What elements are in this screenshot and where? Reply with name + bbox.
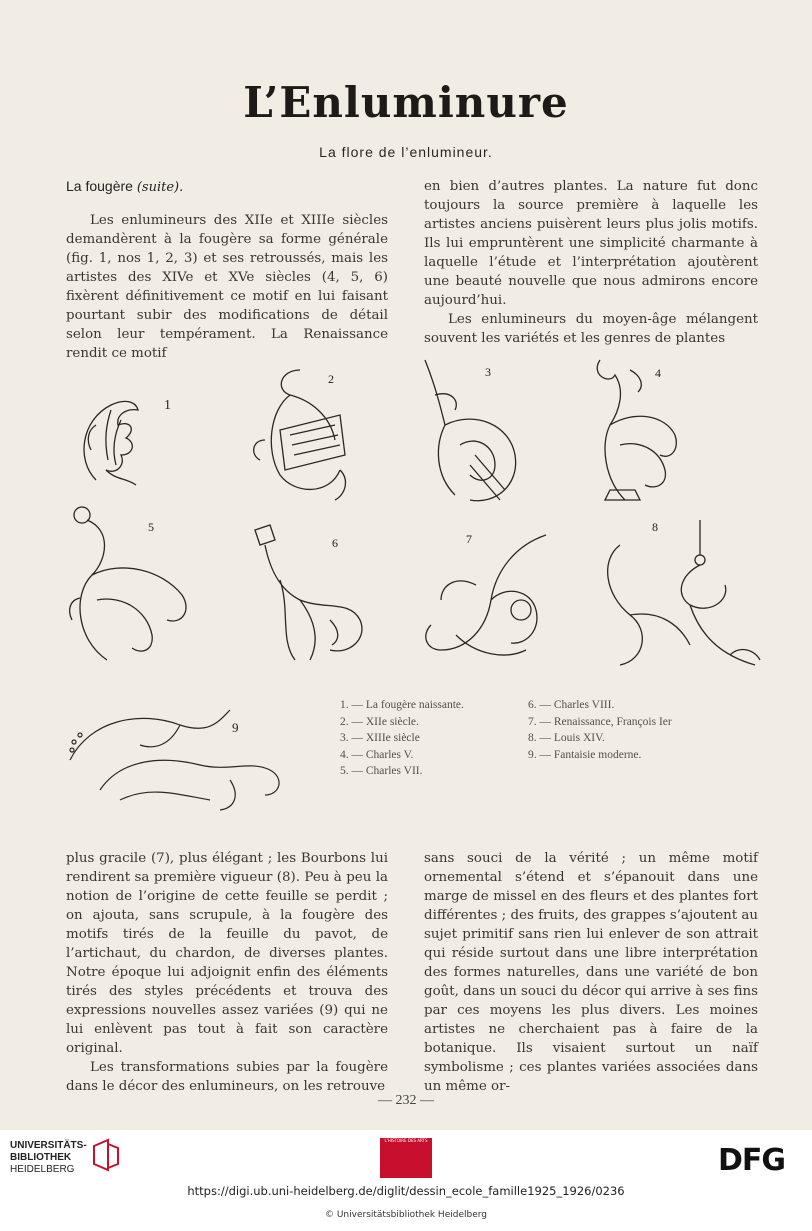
caption-item: 2. — XIIe siècle. <box>340 715 419 728</box>
figure-number-9: 9 <box>232 720 239 735</box>
paragraph: plus gracile (7), plus élégant ; les Bourbons lui rendirent sa première vigueur (8). Peu à peu la notion de l’origine de cette feuille se perdit ; on ajouta, sans scrupule, à la fougère des motifs tirés de la feuille du pavot, de l’artichaut, du chardon, de diverses plantes. Notre époque lui adjoignit enfin des éléments tirés des styles précédents et trouva des expressions nouvelles assez variées (9) qui ne lui enlèvent pas tout à fait son caractère original. <box>66 851 388 1056</box>
library-name-line1: UNIVERSITÄTS- <box>10 1140 87 1151</box>
figure-number-2: 2 <box>328 372 334 386</box>
caption-item: 6. — Charles VIII. <box>528 699 615 711</box>
caption-item: 7. — Renaissance, François Ier <box>528 715 672 728</box>
fern-figure-5 <box>62 500 202 670</box>
figure-number-3: 3 <box>485 365 491 379</box>
page-title: L’Enluminure <box>243 78 569 127</box>
figure-number-1: 1 <box>164 398 171 413</box>
figure-captions-right <box>528 697 672 763</box>
right-column-top <box>424 177 758 348</box>
page-number: — 232 — <box>378 1093 434 1108</box>
figure-number-4: 4 <box>655 366 661 380</box>
paragraph: en bien d’autres plantes. La nature fut donc toujours la source première à laquelle les artistes anciens puisèrent leurs plus jolis motifs. Ils lui empruntèrent une simplicité charmante à laquelle l’étude et l’interprétation ajoutèrent une beauté nouvelle que nous admirons encore aujourd’hui. <box>424 179 758 308</box>
library-logo[interactable] <box>10 1140 87 1176</box>
fern-figure-4 <box>580 350 700 510</box>
copyright-notice: © Universitätsbibliothek Heidelberg <box>324 1210 487 1220</box>
paragraph: Les enlumineurs des XIIe et XIIIe siècles demandèrent à la fougère sa forme générale (fig. 1, nos 1, 2, 3) et ses retroussés, mais les artistes des XIVe et XVe siècles (4, 5, 6) fixèrent définitivement ce motif en lui faisant pourtant subir des modifications de détail selon leur tempérament. La Renaissance rendit ce motif <box>66 213 388 361</box>
library-name-line2: BIBLIOTHEK <box>10 1152 72 1163</box>
library-logo-icon <box>88 1138 122 1172</box>
page-subtitle: La flore de l’enlumineur. <box>319 144 493 160</box>
fern-figure-2 <box>240 360 370 510</box>
figure-number-8: 8 <box>652 520 658 534</box>
caption-item: 5. — Charles VII. <box>340 765 423 777</box>
fern-figure-6 <box>240 520 380 670</box>
section-heading: La fougère (suite). <box>66 178 184 195</box>
paragraph: Les enlumineurs du moyen-âge mélangent souvent les variétés et les genres de plantes <box>424 312 758 346</box>
paragraph: sans souci de la vérité ; un même motif ornemental s’étend et s’épanouit dans une marge de missel en des fleurs et des plantes fort différentes ; des fruits, des grappes s’ajoutent au sujet primitif sans rien lui enlever de son attrait qui réside surtout dans une libre interprétation des formes naturelles, dans une variété de bon goût, dans un souci du décor qui arrive à ses fins par ces moyens les plus divers. Les moines artistes ne cherchaient pas à faire de la botanique. Ils visaient surtout un naïf symbolisme ; ces plantes variées associées dans un même or- <box>424 851 759 1094</box>
caption-item: 3. — XIIIe siècle <box>340 732 420 744</box>
caption-item: 8. — Louis XIV. <box>528 732 605 744</box>
left-column-bottom <box>66 849 388 1096</box>
fern-figure-1 <box>66 380 166 500</box>
fern-figure-3 <box>415 355 535 515</box>
fern-figure-8 <box>590 515 770 685</box>
dfg-logo[interactable]: DFG <box>718 1143 786 1178</box>
figure-number-7: 7 <box>466 532 472 546</box>
left-column-top <box>66 177 388 363</box>
fern-figure-7 <box>416 525 566 675</box>
figure-number-6: 6 <box>332 536 338 550</box>
stamp-text: L'HISTOIRE DES ARTS <box>384 1138 428 1143</box>
partner-stamp-logo[interactable] <box>380 1138 432 1178</box>
caption-item: 1. — La fougère naissante. <box>340 699 464 711</box>
figure-number-5: 5 <box>148 520 154 534</box>
figure-captions-left <box>340 697 464 780</box>
caption-item: 4. — Charles V. <box>340 748 414 761</box>
library-name-line3: HEIDELBERG <box>10 1164 75 1175</box>
permalink-url[interactable]: https://digi.ub.uni-heidelberg.de/diglit/dessin_ecole_famille1925_1926/0236 <box>187 1184 625 1198</box>
caption-item: 9. — Fantaisie moderne. <box>528 748 642 761</box>
paragraph: Les transformations subies par la fougère dans le décor des enlumineurs, on les retrouve <box>66 1060 388 1094</box>
fern-figure-9 <box>60 700 290 815</box>
right-column-bottom <box>424 849 758 1096</box>
